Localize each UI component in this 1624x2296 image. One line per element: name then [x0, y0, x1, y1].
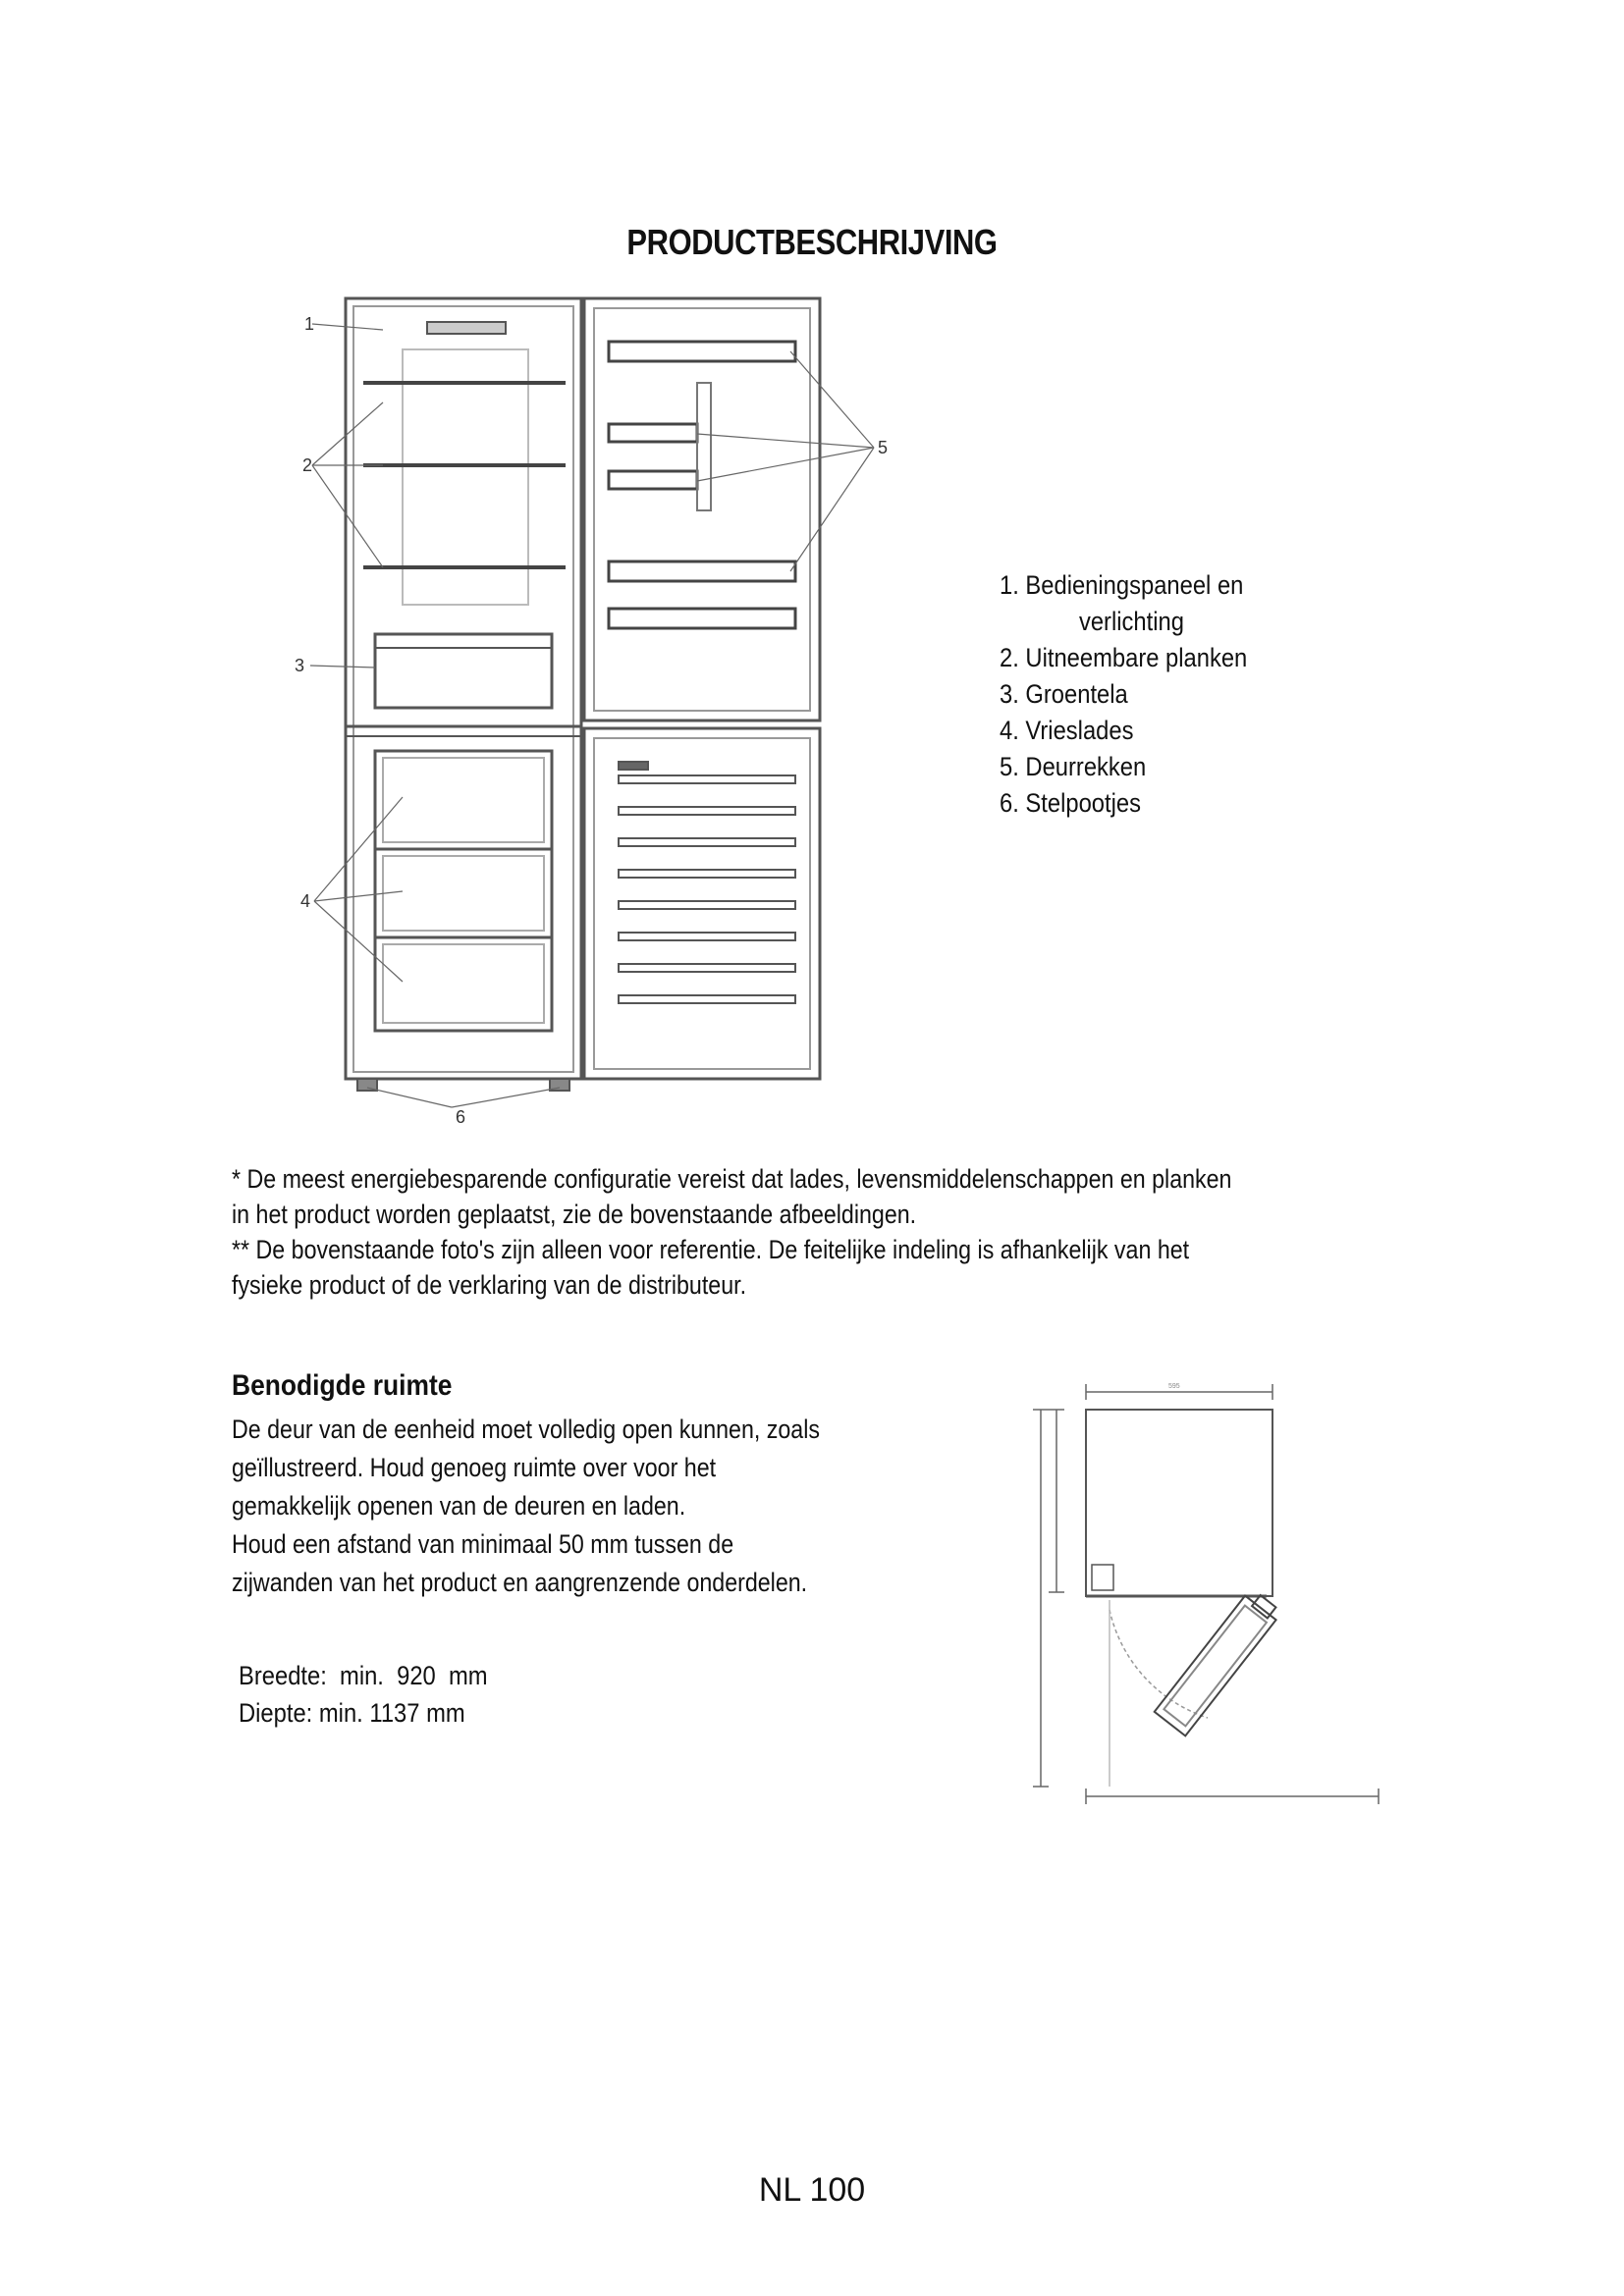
- fridge-illustration: [285, 285, 903, 1129]
- body-line: Houd een afstand van minimaal 50 mm tussen de: [232, 1529, 734, 1559]
- depth-requirement: Diepte: min. 1137 mm: [239, 1698, 465, 1728]
- note-line: * De meest energiebesparende configuratie vereist dat lades, levensmiddelenschappen en planken: [232, 1164, 1232, 1194]
- legend-item-continuation: verlichting: [1078, 607, 1184, 636]
- legend-item: 2. Uitneembare planken: [1000, 643, 1248, 672]
- section-body: [232, 1411, 916, 1602]
- section-heading: Benodigde ruimte: [232, 1369, 453, 1402]
- body-line: gemakkelijk openen van de deuren en laden.: [232, 1491, 686, 1521]
- callout-5: 5: [878, 438, 889, 457]
- legend-item: 3. Groentela: [1000, 679, 1128, 709]
- note-line: in het product worden geplaatst, zie de bovenstaande afbeeldingen.: [232, 1200, 917, 1229]
- body-line: De deur van de eenheid moet volledig open kunnen, zoals: [232, 1415, 820, 1444]
- width-requirement: Breedte: min. 920 mm: [239, 1661, 488, 1690]
- callout-1: 1: [304, 314, 315, 334]
- body-line: zijwanden van het product en aangrenzende onderdelen.: [232, 1568, 808, 1597]
- callout-3: 3: [295, 656, 305, 675]
- parts-legend: [1000, 567, 1281, 822]
- note-line: ** De bovenstaande foto's zijn alleen voor referentie. De feitelijke indeling is afhankelijk van het: [232, 1235, 1190, 1264]
- legend-item: 4. Vrieslades: [1000, 716, 1134, 745]
- dimensions: [239, 1657, 521, 1732]
- body-line: geïllustreerd. Houd genoeg ruimte over voor het: [232, 1453, 717, 1482]
- callout-6: 6: [456, 1107, 466, 1127]
- callout-4: 4: [300, 891, 311, 911]
- callout-2: 2: [302, 455, 313, 475]
- legend-item: 1. Bedieningspaneel en: [1000, 570, 1244, 600]
- page-number: NL 100: [758, 2171, 866, 2209]
- note-line: fysieke product of de verklaring van de distributeur.: [232, 1270, 747, 1300]
- legend-item: 5. Deurrekken: [1000, 752, 1147, 781]
- top-view-diagram: [1011, 1355, 1394, 1806]
- legend-item: 6. Stelpootjes: [1000, 788, 1141, 818]
- page-title: PRODUCTBESCHRIJVING: [626, 222, 998, 262]
- notes: [232, 1161, 1394, 1303]
- svg-text:595: 595: [1168, 1383, 1180, 1390]
